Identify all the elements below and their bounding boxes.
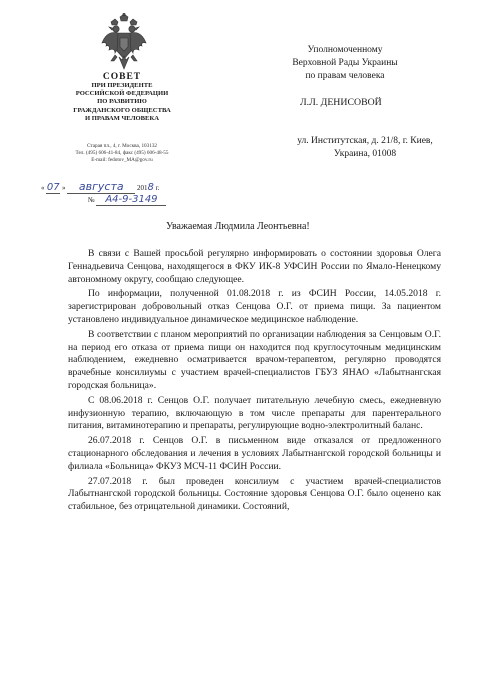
date-suffix: г. [155,184,160,192]
date-quote-close: » [62,184,66,192]
russian-coat-of-arms-icon [100,13,148,73]
body-paragraph: С 08.06.2018 г. Сенцов О.Г. получает питательную лечебную смесь, ежедневную инфузионную терапию, включающую в том числе препараты для парентерального питания, витаминотерапию и препараты, регулирующие водно-электролитный баланс. [68,394,441,432]
recipient-line: Уполномоченному [307,45,383,55]
recipient-line: Верховной Рады Украины [292,58,398,68]
body-paragraph: В соответствии с планом мероприятий по организации наблюдения за Сенцовым О.Г. на период его отказа от приема пищи он находится под круглосуточным медицинским наблюдением, ежедневно осматривается врачом-терапевтом, регулярно проводятся врачебные консилиумы с участием врачей-специалистов ГБУЗ ЯНАО «Лабытнангская городская больница». [68,328,441,391]
date-year-hand: 8 [147,182,154,193]
number-value: А4-9-3149 [96,194,166,206]
recipient-name: Л.Л. ДЕНИСОВОЙ [300,97,382,108]
sender-line: ПРИ ПРЕЗИДЕНТЕ [91,82,153,89]
letter-number [88,194,166,206]
body-paragraph: В связи с Вашей просьбой регулярно информировать о состоянии здоровья Олега Геннадьевича Сенцова, находящегося в ФКУ ИК-8 УФСИН России по Ямало-Ненецкому автономному округу, сообщаю следующее. [68,248,441,285]
sender-email: E-mail: fedotov_MA@gov.ru [91,156,153,163]
recipient-block [270,44,420,83]
recipient-line: по правам человека [305,71,385,81]
sender-address: Старая пл., 4, г. Москва, 103132 [86,143,158,149]
recipient-address-line: Украина, 01008 [333,149,397,159]
body-paragraph: 26.07.2018 г. Сенцов О.Г. в письменном виде отказался от предложенного стационарного обследования и лечения в условиях Лабытнангской городской больницы и филиала «Больница» ФКУЗ МСЧ-11 ФСИН России. [68,435,441,472]
recipient-address-line: ул. Институтская, д. 21/8, г. Киев, [297,136,433,146]
number-label: № [88,196,95,204]
sender-title: СОВЕТ [102,72,142,82]
sender-line: И ПРАВАМ ЧЕЛОВЕКА [85,114,159,122]
sender-contacts [22,143,222,163]
date-day: 07 [46,182,60,193]
sender-letterhead [22,72,222,123]
sender-line: РОССИЙСКОЙ ФЕДЕРАЦИИ [75,90,169,98]
recipient-address [280,135,450,161]
letter-date [41,180,159,194]
body-paragraph: По информации, полученной 01.08.2018 г. из ФСИН России, 14.05.2018 г. зарегистрирован добровольный отказ Сенцова О.Г. от приема пищи. За пациентом установлено индивидуальное динамическое медицинское наблюдение. [68,288,441,325]
sender-line: ПО РАЗВИТИЮ [97,98,147,106]
date-year: 201 [137,184,148,192]
date-month: августа [67,180,135,194]
date-quote-open: « [41,184,45,192]
sender-phone: Тел. (495) 606-41-84, факс (495) 606-48-55 [75,149,169,156]
body-paragraph: 27.07.2018 г. был проведен консилиум с участием врачей-специалистов Лабытнангской городской больницы. Состояние здоровья Сенцова О.Г. было оценено как стабильное, без отрицательной динамики. Состояний, [68,475,441,513]
letter-greeting: Уважаемая Людмила Леонтьевна! [166,221,310,232]
letter-body [68,248,441,516]
sender-line: ГРАЖДАНСКОГО ОБЩЕСТВА [73,106,171,114]
